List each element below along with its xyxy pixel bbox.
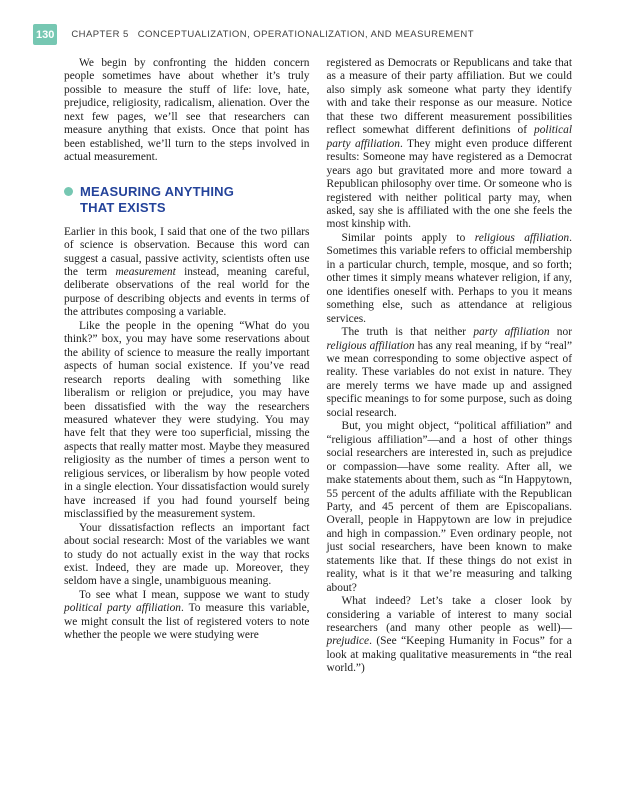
section-heading (64, 184, 310, 216)
text-run: But, you might object, “political affiliation” and “religious affiliation”—and a host of other things social researchers are interested in, such as prejudice or compassion—have some reality. After all, we make statements about them, such as “In Happytown, 55 percent of the adults affiliate with the Republican Party, and 45 percent of them are Episcopalians. Overall, people in Happytown are low in prejudice and high in compassion.” Even ordinary people, not just social researchers, have been known to make statements like that. If these things do not exist in reality, what is it that we’re measuring and talking about? (326, 420, 572, 594)
page-header (33, 24, 474, 45)
paragraph (327, 326, 573, 420)
text-run: . Sometimes this variable refers to official membership in a particular church, temple, mosque, and so forth; other times it simply means whatever religion, if any, one identifies oneself with. Perhaps to you it means something else, such as attendance at religious services. (326, 231, 572, 325)
italic-term: religious affiliation (326, 339, 415, 352)
text-run: We begin by confronting the hidden concern people sometimes have about whether it’s truly possible to measure the stuff of life: love, hate, prejudice, religiosity, radicalism, alienation. Over the next few pages, we’ll see that researchers can measure anything that exists. Once that point has been established, we’ll turn to the steps involved in actual measurement. (64, 57, 310, 164)
running-head-text (71, 29, 474, 40)
paragraph (327, 57, 573, 232)
italic-term: religious affiliation (474, 231, 570, 244)
section-heading-text: MEASURING ANYTHING THAT EXISTS (80, 183, 235, 215)
text-run: instead, meaning careful, deliberate observations of the real world for the purpose of describing objects and events in terms of the attributes composing a variable. (64, 265, 310, 319)
text-run: registered as Democrats or Republicans and take that as a measure of their party affiliation. But we could also simply ask someone what party they identify with and take their response as our measure. Notice that these two different measurement possibilities reflect somewhat different definitions of (326, 57, 572, 137)
section-bullet-icon (64, 187, 73, 196)
text-run: What indeed? Let’s take a closer look by considering a variable of interest to many social researchers (and many other people as well)— (326, 595, 572, 635)
text-run: . (See “Keeping Humanity in Focus” for a look at making qualitative measurements in “the real world.”) (326, 635, 572, 675)
italic-term: prejudice (326, 635, 370, 648)
page-number-badge: 130 (33, 24, 57, 45)
italic-term: measurement (115, 265, 176, 278)
italic-term: party affiliation (473, 326, 550, 339)
right-column (327, 57, 573, 676)
chapter-title: CONCEPTUALIZATION, OPERATIONALIZATION, AND MEASUREMENT (137, 29, 474, 40)
text-run: . To measure this variable, we might consult the list of registered voters to note whether the people we were studying were (64, 602, 310, 642)
two-column-body (64, 57, 572, 676)
text-run: To see what I mean, suppose we want to study (79, 588, 310, 601)
paragraph (64, 320, 310, 522)
paragraph (327, 420, 573, 595)
paragraph (327, 595, 573, 676)
paragraph (64, 522, 310, 589)
text-run: The truth is that neither (341, 326, 474, 339)
text-run: . They might even produce different results: Someone may have registered as a Democrat years ago but gravitated more and more toward a Republican philosophy over time. Or someone who is registered with neither political party may, when asked, say she is affiliated with the one she feels the most kinship with. (326, 137, 573, 231)
italic-term: political party affiliation (64, 602, 181, 615)
paragraph (64, 589, 310, 643)
text-run: has any real meaning, if by “real” we mean corresponding to some objective aspect of reality. These variables do not exist in nature. They are merely terms we have made up and assigned specific meanings to for some purpose, such as doing social research. (326, 339, 572, 419)
text-run: Your dissatisfaction reflects an important fact about social research: Most of the variables we want to study do not actually exist in the way that rocks exist. Indeed, they are made up. Moreover, they seldom have a single, unambiguous meaning. (64, 521, 310, 588)
italic-term: political party affiliation (326, 124, 572, 150)
text-run: Like the people in the opening “What do you think?” box, you may have some reservations about the ability of science to measure the really important aspects of human social existence. If you’ve read research reports dealing with something like liberalism or religion or prejudice, you may have been dissatisfied with the way the researchers measured whatever they were studying. You may have felt that they were too superficial, missing the aspects that really matter most. Maybe they measured religiosity as the number of times a person went to religious services, or liberalism by how people voted in a single election. Your dissatisfaction would surely have increased if you had found yourself being misclassified by the measurement system. (64, 319, 310, 521)
left-column (64, 57, 310, 676)
paragraph (64, 57, 310, 165)
paragraph (64, 226, 310, 320)
text-run: Similar points apply to (341, 231, 475, 244)
text-run: Earlier in this book, I said that one of the two pillars of science is observation. Because this word can suggest a casual, passive activity, scientists often use the term (64, 225, 310, 278)
paragraph (327, 232, 573, 326)
text-run: nor (549, 326, 572, 339)
chapter-number: CHAPTER 5 (71, 29, 129, 40)
